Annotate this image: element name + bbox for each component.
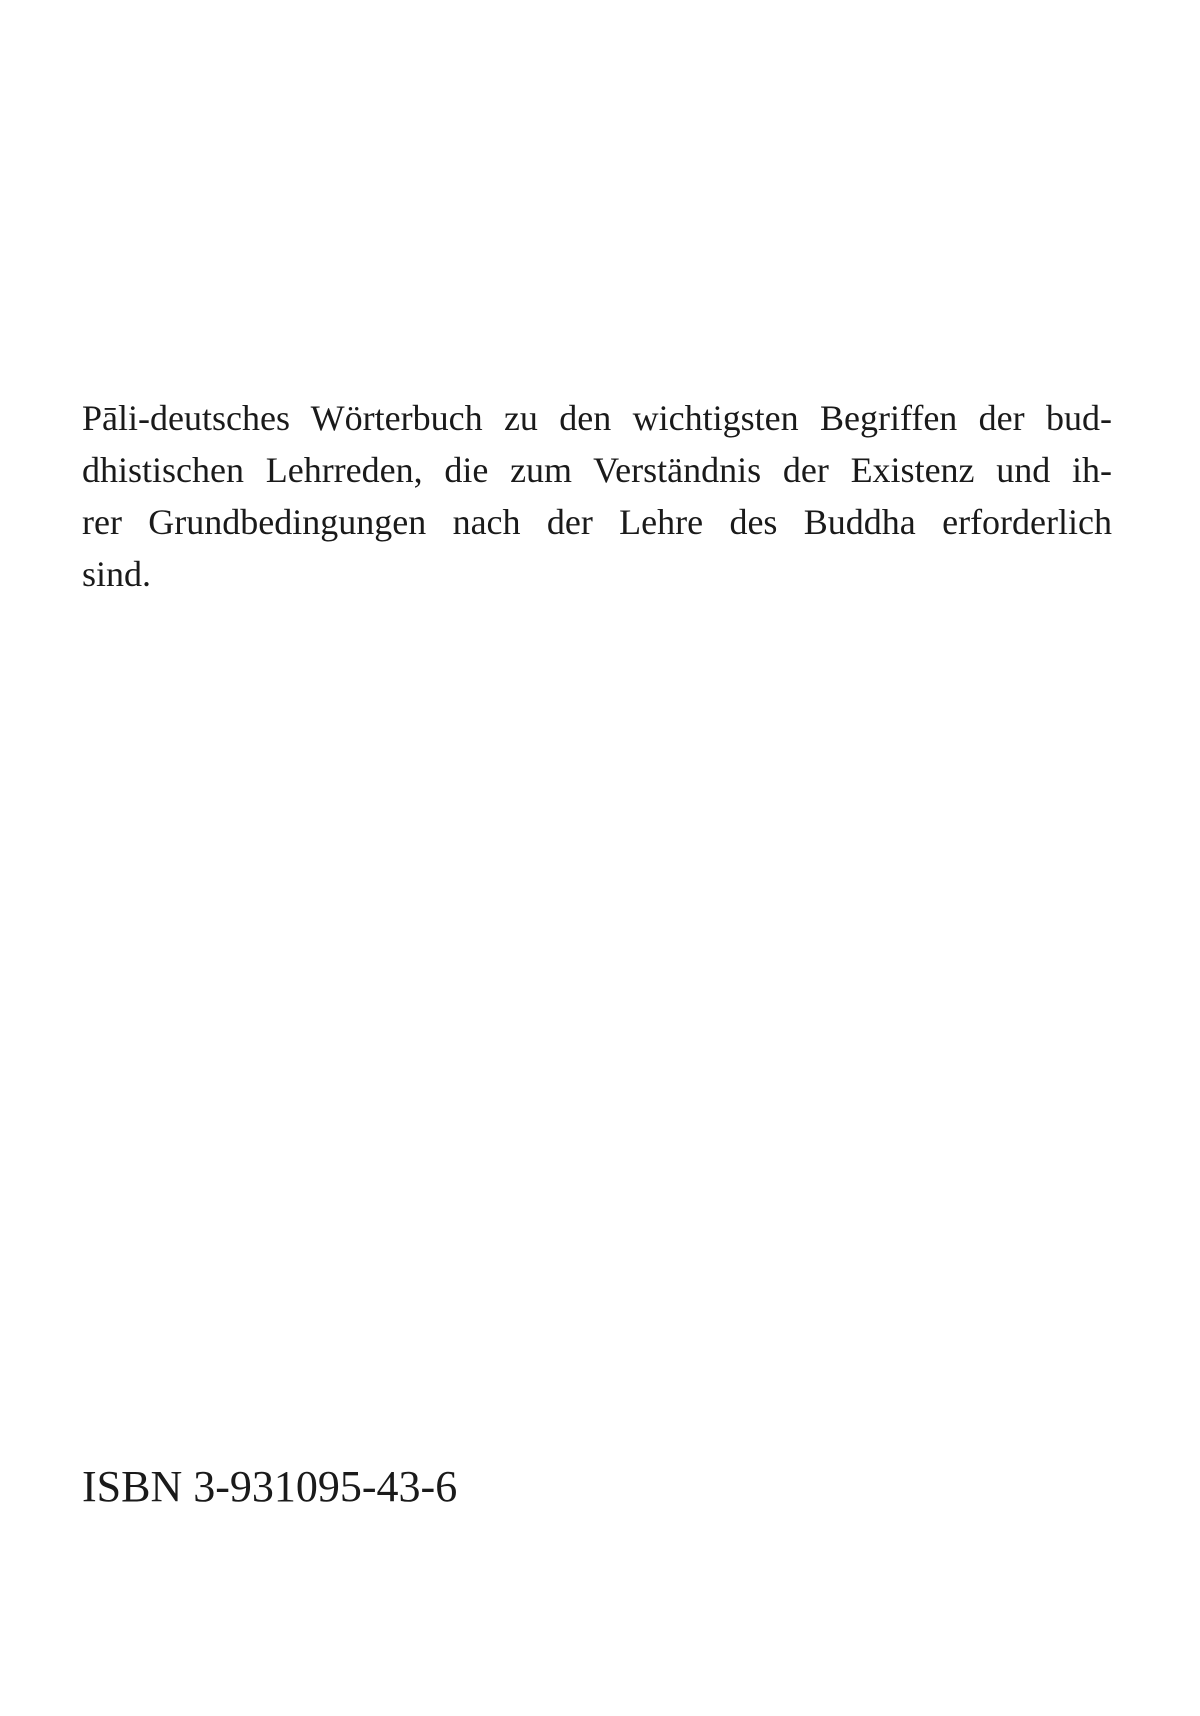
description-line-3: rer Grundbedingungen nach der Lehre des Buddha erforderlich <box>82 502 1112 542</box>
description-line-2: dhistischen Lehrreden, die zum Verständnis der Existenz und ih- <box>82 450 1112 490</box>
description-line-1: Pāli-deutsches Wörterbuch zu den wichtigsten Begriffen der bud- <box>82 398 1112 438</box>
isbn-number: ISBN 3-931095-43-6 <box>82 1462 458 1511</box>
book-description <box>82 392 1112 600</box>
description-line-4: sind. <box>82 554 152 594</box>
